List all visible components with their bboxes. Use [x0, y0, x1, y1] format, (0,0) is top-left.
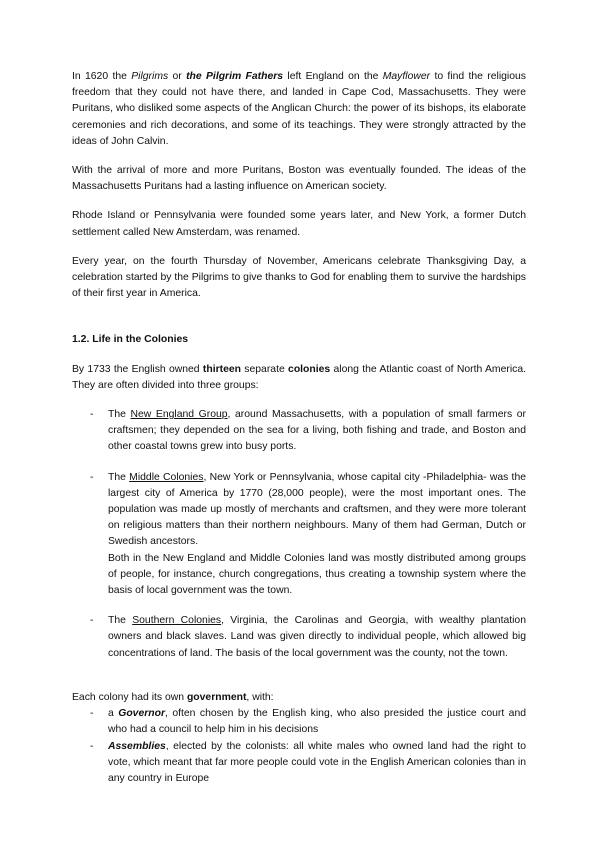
- middle-colonies-extra: Both in the New England and Middle Colonies land was mostly distributed among groups of people, for instance, church congregations, thus creating a township system where the basis of local government was the town.: [108, 552, 526, 597]
- term-government: government: [186, 691, 247, 703]
- list-item-governor: - a Governor, often chosen by the English king, who also presided the justice court and who had a council to help him in his decisions: [90, 708, 527, 736]
- paragraph-colonies-intro: By 1733 the English owned thirteen separate colonies along the Atlantic coast of North America. They are often divided into three groups:: [72, 363, 526, 391]
- bullet-dash: -: [90, 708, 94, 720]
- list-item-assemblies: - Assemblies, elected by the colonists: all white males who owned land had the right to vote, which meant that far more people could vote in the English American colonies than in any country in Europe: [90, 740, 526, 784]
- government-list: [72, 706, 526, 787]
- paragraph-pilgrims: In 1620 the Pilgrims or the Pilgrim Fathers left England on the Mayflower to find the religious freedom that they could not have there, and landed in Cape Cod, Massachusetts. They were Puritans, who disliked some aspects of the Anglican Church: the power of its bishops, its elaborate ceremonies and rich decorations, and some of its teachings. They were strongly attracted by the ideas of John Calvin.: [72, 71, 526, 147]
- group-name-southern-colonies: Southern Colonies: [132, 615, 222, 627]
- list-item-new-england: - The New England Group, around Massachusetts, with a population of small farmers or craftsmen; they depended on the sea for a living, both fishing and trade, and Boston and other coastal towns grew into busy ports.: [90, 409, 526, 453]
- bullet-dash: -: [90, 471, 94, 483]
- document-body: [72, 69, 526, 787]
- bullet-dash: -: [90, 740, 94, 752]
- term-thirteen: thirteen: [202, 363, 241, 375]
- list-item-middle-colonies: - The Middle Colonies, New York or Pennsylvania, whose capital city -Philadelphia- was the largest city of America by 1770 (28,000 people), were the most important ones. The population was made up mostly of merchants and craftsmen, and they were more tolerant on religious matters than their northern neighbours. Many of them had German, Dutch or Swedish ancestors. Both in the New England and Middle Colonies land was mostly distributed among groups of people, for instance, church congregations, thus creating a township system where the basis of local government was the town.: [72, 470, 526, 600]
- bullet-dash: -: [90, 615, 94, 627]
- bullet-dash: -: [90, 409, 94, 421]
- term-pilgrims: Pilgrims: [131, 71, 169, 82]
- term-pilgrim-fathers: the Pilgrim Fathers: [186, 71, 284, 82]
- list-item-southern-colonies: - The Southern Colonies, Virginia, the Carolinas and Georgia, with wealthy plantation owners and black slaves. Land was given directly to individual people, which allowed big concentrations of land. The basis of the local government was the county, not the town.: [90, 615, 526, 659]
- term-governor: Governor: [118, 708, 166, 720]
- group-name-middle-colonies: Middle Colonies: [129, 471, 204, 483]
- group-name-new-england: New England Group: [130, 409, 228, 421]
- term-mayflower: Mayflower: [382, 71, 431, 82]
- colony-groups-list: [72, 407, 526, 662]
- term-colonies: colonies: [288, 363, 331, 375]
- paragraph-government-intro: Each colony had its own government, with:: [72, 691, 274, 703]
- paragraph-rhode-island: Rhode Island or Pennsylvania were founded some years later, and New York, a former Dutch settlement called New Amsterdam, was renamed.: [72, 210, 526, 238]
- paragraph-boston: With the arrival of more and more Puritans, Boston was eventually founded. The ideas of the Massachusetts Puritans had a lasting influence on American society.: [72, 165, 526, 193]
- term-assemblies: Assemblies: [108, 740, 166, 752]
- section-heading: 1.2. Life in the Colonies: [72, 334, 189, 346]
- paragraph-thanksgiving: Every year, on the fourth Thursday of November, Americans celebrate Thanksgiving Day, a celebration started by the Pilgrims to give thanks to God for enabling them to survive the hardships of their first year in America.: [72, 255, 526, 300]
